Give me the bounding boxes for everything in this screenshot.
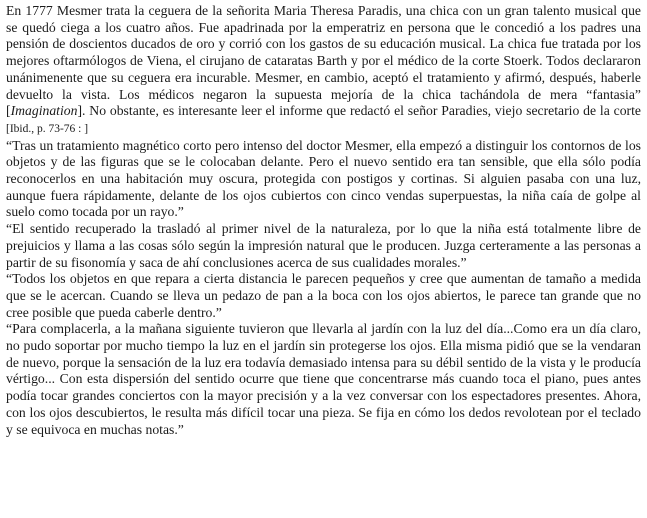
citation: [Ibid., p. 73-76 : ] bbox=[6, 122, 89, 135]
quote-paragraph-1: “Tras un tratamiento magnético corto pero intenso del doctor Mesmer, ella empezó a distinguir los contornos de los objetos y de las figuras que se le colocaban delante. Pero el nuevo sentido era tan sensible, que ella sólo podía reconocerlos en una habitación muy oscura, protegida con postigos y cortinas. Si alguien pasaba con una luz, aunque fuera rápidamente, delante de los ojos cubiertos con cinco vendas superpuestas, la niña caía de golpe al suelo como tocada por un rayo.” bbox=[6, 137, 641, 220]
quote-paragraph-2: “El sentido recuperado la trasladó al primer nivel de la naturaleza, por lo que la niña está totalmente libre de prejuicios y llama a las cosas sólo según la impresión natural que le producen. Juzga certeramente a las personas a partir de su fisonomía y saca de ahí conclusiones acerca de sus cualidades morales.” bbox=[6, 221, 641, 270]
intro-paragraph bbox=[6, 3, 641, 138]
intro-text-part1: En 1777 Mesmer trata la ceguera de la señorita Maria Theresa Paradis, una chica con un gran talento musical que se quedó ciega a los cuatro años. Fue apadrinada por la emperatriz en persona que le concedió a los padres una pensión de doscientos ducados de oro y corrió con los gastos de su educación musical. La chica fue tratada por los mejores oftarmólogos de Viena, el cirujano de cataratas Barth y por el médico de la corte Stoerk. Todos declararon unánimenente que su ceguera era incurable. Mesmer, en cambio, aceptó el tratamiento y afirmó, después, haberle devuelto la vista. Los médicos negaron la supuesta mejoría de la chica tachándola de mera “fantasia” [ bbox=[6, 3, 641, 119]
quote-paragraph-4: “Para complacerla, a la mañana siguiente tuvieron que llevarla al jardín con la luz del día...Como era un día claro, no pudo soportar por mucho tiempo la luz en el jardín sin protegerse los ojos. Ella misma pidió que se la vendaran de nuevo, porque la sensación de la luz era todavía demasiado intensa para su débil sentido de la vista y le producía vértigo... Con esta dispersión del sentido ocurre que tiene que concentrarse más cuando toca el piano, pues antes podía tocar grandes conciertos con la mayor precisión y a la vez conversar con los espectadores presentes. Ahora, con los ojos descubiertos, le resulta más difícil tocar una pieza. Se fija en cómo los dedos revolotean por el teclado y se equivoca en muchas notas.” bbox=[6, 321, 641, 437]
intro-text-part2: ]. No obstante, es interesante leer el informe que redactó el señor Paradies, viejo secretario de la corte bbox=[77, 103, 641, 119]
intro-italic-term: Imagination bbox=[10, 103, 78, 119]
quote-paragraph-3: “Todos los objetos en que repara a cierta distancia le parecen pequeños y cree que aumentan de tamaño a medida que se le acercan. Cuando se lleva un pedazo de pan a la boca con los ojos abiertos, le parece tan grande que no cree posible que pueda caberle dentro.” bbox=[6, 271, 641, 320]
